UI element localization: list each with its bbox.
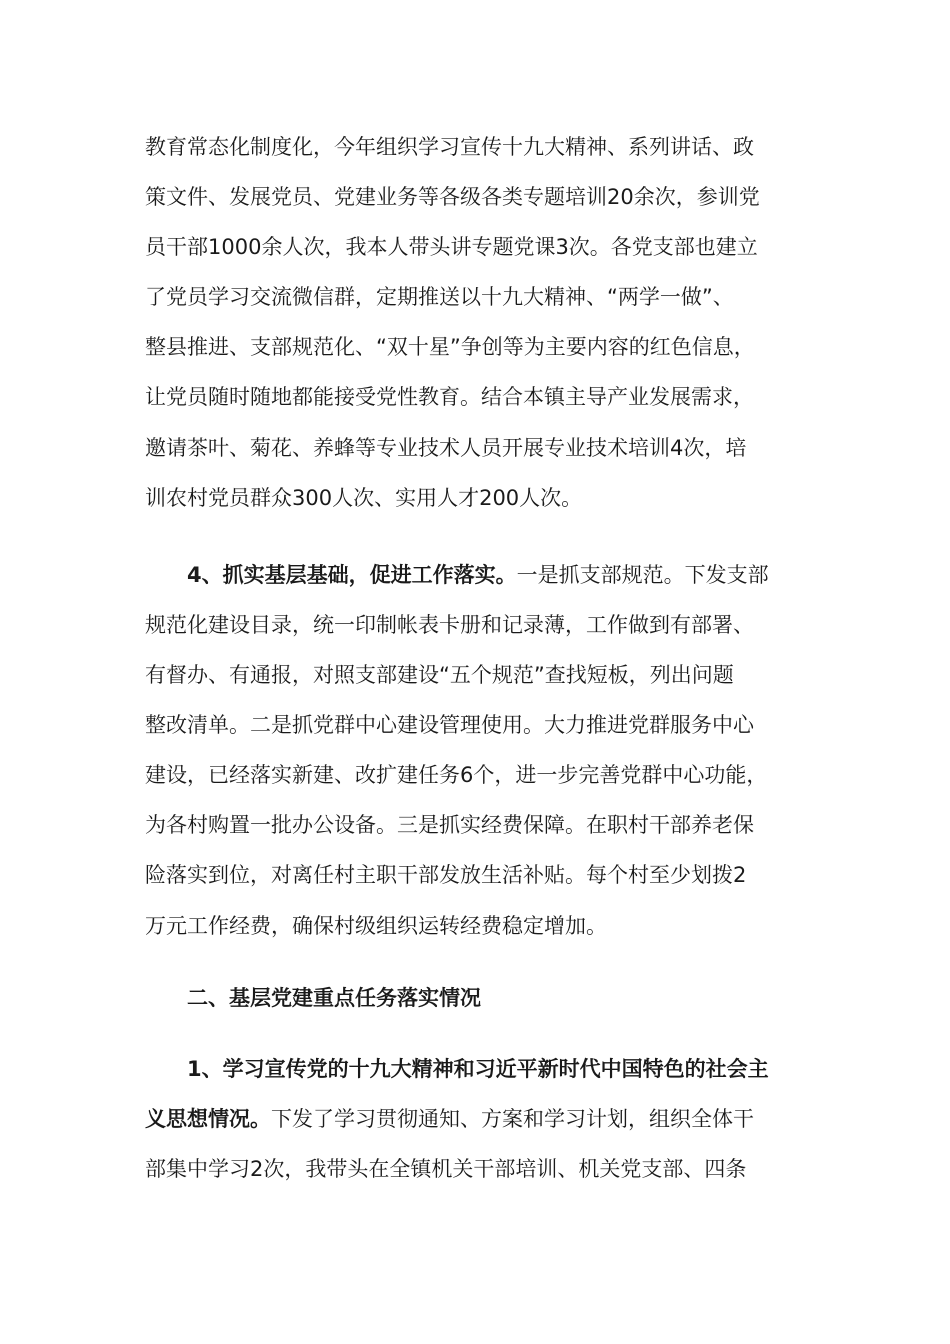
paragraph-line: 为各村购置一批办公设备。三是抓实经费保障。在职村干部养老保 [145, 813, 754, 837]
paragraph-line: 邀请茶叶、菊花、养蜂等专业技术人员开展专业技术培训4次，培 [145, 436, 747, 460]
paragraph-line: 整改清单。二是抓党群中心建设管理使用。大力推进党群服务中心 [145, 713, 754, 737]
paragraph-line: 有督办、有通报，对照支部建设“五个规范”查找短板，列出问题 [145, 663, 734, 687]
paragraph-line: 了党员学习交流微信群，定期推送以十九大精神、“两学一做”、 [145, 285, 734, 309]
section-heading: 二、基层党建重点任务落实情况 [187, 986, 481, 1010]
paragraph-first-line [187, 560, 769, 590]
paragraph-line: 建设，已经落实新建、改扩建任务6个，进一步完善党群中心功能， [145, 763, 768, 787]
paragraph-heading: 1、学习宣传党的十九大精神和习近平新时代中国特色的社会主 [187, 1057, 769, 1081]
paragraph-heading: 4、抓实基层基础，促进工作落实。 [187, 563, 517, 587]
paragraph-text: 一是抓支部规范。下发支部 [516, 563, 769, 587]
paragraph-line: 部集中学习2次，我带头在全镇机关干部培训、机关党支部、四条 [145, 1157, 747, 1181]
paragraph-line: 让党员随时随地都能接受党性教育。结合本镇主导产业发展需求， [145, 385, 754, 409]
paragraph-line: 整县推进、支部规范化、“双十星”争创等为主要内容的红色信息， [145, 335, 755, 359]
paragraph-heading-end: 义思想情况。 [145, 1107, 271, 1131]
paragraph-line: 险落实到位，对离任村主职干部发放生活补贴。每个村至少划拨2 [145, 863, 747, 887]
paragraph-text: 下发了学习贯彻通知、方案和学习计划，组织全体干 [271, 1107, 754, 1131]
paragraph-line [145, 1104, 754, 1134]
paragraph-line: 训农村党员群众300人次、实用人才200人次。 [145, 486, 583, 510]
paragraph-line: 教育常态化制度化，今年组织学习宣传十九大精神、系列讲话、政 [145, 135, 754, 159]
paragraph-line: 万元工作经费，确保村级组织运转经费稳定增加。 [145, 914, 607, 938]
paragraph-line: 策文件、发展党员、党建业务等各级各类专题培训20余次，参训党 [145, 185, 760, 209]
paragraph-line: 规范化建设目录，统一印制帐表卡册和记录薄，工作做到有部署、 [145, 613, 754, 637]
paragraph-line: 员干部1000余人次，我本人带头讲专题党课3次。各党支部也建立 [145, 235, 758, 259]
